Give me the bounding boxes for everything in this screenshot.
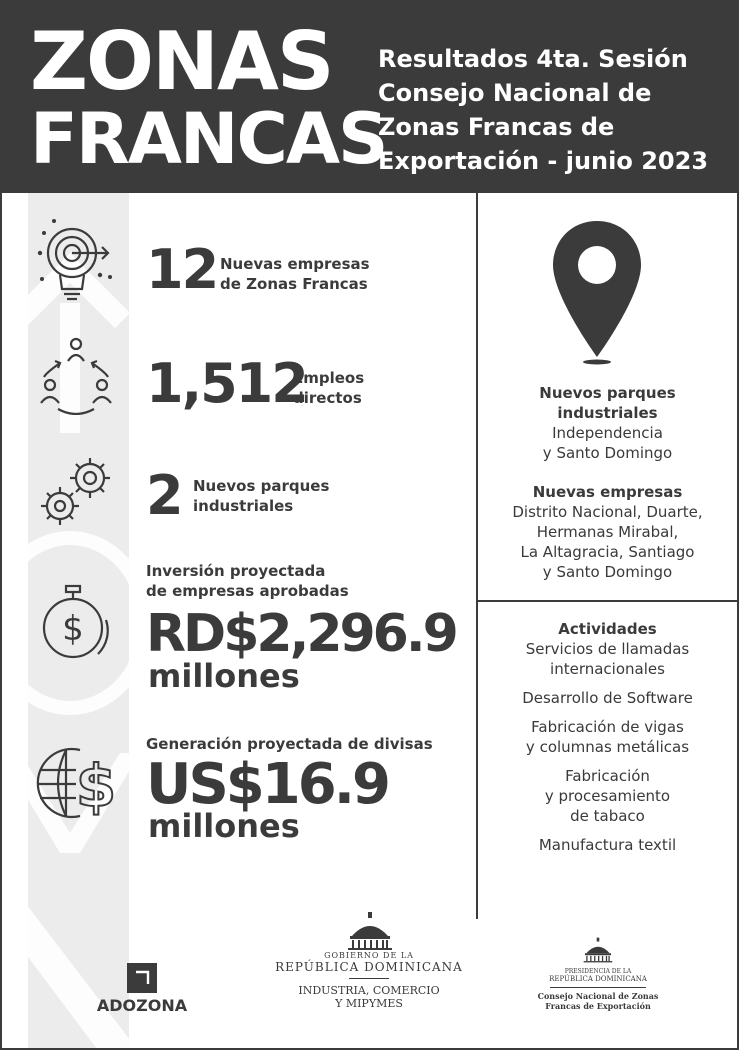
cnzfe-rule [550, 987, 646, 988]
companies-location: La Altagracia, Santiago [520, 543, 695, 561]
label-line: industriales [193, 497, 294, 515]
subtitle-line: Resultados 4ta. Sesión [378, 45, 688, 73]
subtitle-line: Zonas Francas de [378, 113, 615, 141]
new-companies-label [220, 254, 370, 294]
cnzfe-logo-text [520, 968, 676, 1011]
parks-location: Independencia [552, 424, 663, 442]
companies-location: Distrito Nacional, Duarte, [512, 503, 703, 521]
gov-line: GOBIERNO DE LA [324, 951, 414, 960]
subtitle-line: Exportación - junio 2023 [378, 147, 709, 175]
investment-unit: millones [148, 657, 300, 695]
right-section-divider [478, 600, 739, 602]
jobs-count: 1,512 [146, 352, 307, 415]
parks-location: y Santo Domingo [542, 444, 673, 462]
title-line-1: ZONAS [30, 15, 333, 108]
map-pin-icon [551, 219, 643, 367]
label-line: Generación proyectada de divisas [146, 735, 433, 753]
label-line: Nuevos parques [193, 477, 330, 495]
gov-rule [349, 978, 389, 979]
companies-section [478, 482, 737, 582]
activity-item: y procesamiento [544, 787, 671, 805]
presidency-dome-icon [583, 934, 613, 966]
activities-heading: Actividades [558, 620, 657, 638]
gov-line: INDUSTRIA, COMERCIO [298, 984, 440, 997]
activity-item: de tabaco [570, 807, 645, 825]
label-line: Empleos [293, 369, 365, 387]
companies-location: y Santo Domingo [542, 563, 673, 581]
adozona-logo-text: ADOZONA [96, 996, 188, 1015]
activity-item: Fabricación de vigas [531, 718, 684, 736]
parks-count: 2 [146, 464, 182, 527]
parks-heading: Nuevos parques [539, 384, 676, 402]
svg-text:$: $ [62, 609, 84, 649]
team-people-icon [38, 337, 114, 415]
cnzfe-line: Francas de Exportación [545, 1001, 651, 1011]
header-banner [0, 0, 739, 193]
globe-dollar-icon [36, 744, 116, 822]
stopwatch-dollar-icon [38, 584, 110, 666]
svg-text:$: $ [75, 752, 116, 820]
gov-logo-text [262, 951, 476, 1010]
gears-icon [36, 450, 116, 532]
gov-line: REPÚBLICA DOMINICANA [275, 960, 463, 974]
label-line: directos [293, 389, 362, 407]
investment-label [146, 561, 349, 601]
activity-item: Desarrollo de Software [522, 689, 693, 707]
activity-item: internacionales [550, 660, 665, 678]
label-line: de Zonas Francas [220, 275, 368, 293]
label-line: de empresas aprobadas [146, 582, 349, 600]
companies-location: Hermanas Mirabal, [536, 523, 679, 541]
activities-section [478, 619, 737, 855]
investment-amount: RD$2,296.9 [146, 604, 456, 664]
activity-item: Manufactura textil [538, 836, 677, 854]
frame-left-border [0, 193, 2, 1050]
cnzfe-line: REPÚBLICA DOMINICANA [549, 975, 647, 983]
jobs-label [293, 368, 364, 408]
parks-section [478, 383, 737, 463]
gov-line: Y MIPYMES [335, 997, 403, 1010]
currency-label [146, 734, 433, 754]
activity-item: Servicios de llamadas [525, 640, 690, 658]
activity-item: Fabricación [565, 767, 650, 785]
activity-item: y columnas metálicas [525, 738, 690, 756]
cnzfe-line: Consejo Nacional de Zonas [537, 991, 659, 1001]
subtitle [378, 42, 728, 178]
currency-unit: millones [148, 807, 300, 845]
target-bulb-icon [34, 217, 118, 303]
parks-label [193, 476, 329, 516]
label-line: Inversión proyectada [146, 562, 326, 580]
adozona-logo-icon [127, 963, 157, 993]
parks-heading: industriales [557, 404, 658, 422]
national-palace-dome-icon [347, 912, 393, 950]
new-companies-count: 12 [146, 238, 218, 301]
label-line: Nuevas empresas [220, 255, 370, 273]
currency-amount: US$16.9 [146, 752, 388, 817]
companies-heading: Nuevas empresas [532, 483, 683, 501]
subtitle-line: Consejo Nacional de [378, 79, 652, 107]
title-line-2: FRANCAS [30, 98, 387, 180]
cnzfe-line: PRESIDENCIA DE LA [564, 968, 632, 975]
